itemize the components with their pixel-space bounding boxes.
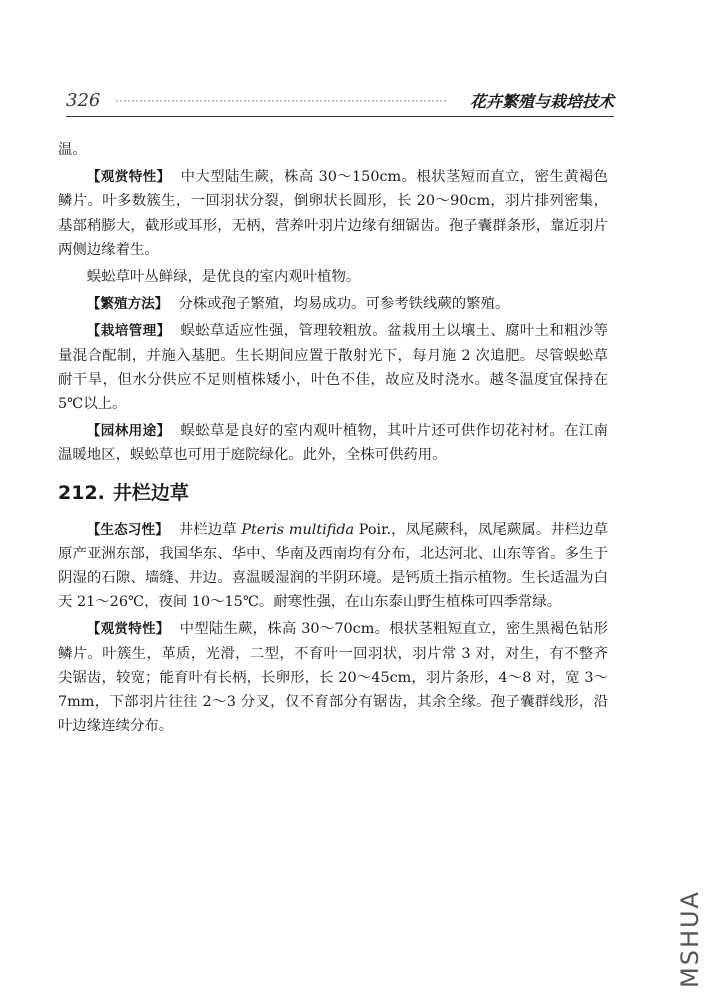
paragraph-ornamental-traits-2 <box>58 617 608 738</box>
section-tag: 【生态习性】 <box>86 521 169 538</box>
latin-name: Pteris multifida <box>241 521 355 538</box>
section-tag: 【栽培管理】 <box>86 323 171 340</box>
author-citation: Poir. <box>358 521 392 538</box>
paragraph-cultivation <box>58 319 608 416</box>
running-book-title: 花卉繁殖与栽培技术 <box>469 92 614 111</box>
watermark: MSHUA <box>676 890 705 988</box>
section-tag: 【观赏特性】 <box>86 621 170 638</box>
paragraph-text: 中大型陆生蕨，株高 30～150cm。根状茎短而直立，密生黄褐色鳞片。叶多数簇生，一回羽状分裂，倒卵状长圆形，长 20～90cm，羽片排列密集，基部稍膨大，截形或耳形，无柄，营养叶羽片边缘有细锯齿。孢子囊群条形，靠近羽片两侧边缘着生。 <box>58 169 609 258</box>
paragraph-text: 蜈蚣草适应性强，管理较粗放。盆栽用土以壤土、腐叶土和粗沙等量混合配制，并施入基肥。生长期间应置于散射光下，每月施 2 次追肥。尽管蜈蚣草耐干旱，但水分供应不足则植株矮小，叶色不佳，故应及时浇水。越冬温度宜保持在 5℃以上。 <box>58 323 608 413</box>
section-tag: 【繁殖方法】 <box>86 296 169 313</box>
header-dotted-leader <box>116 100 446 104</box>
continuation-paragraph: 温。 <box>58 142 87 158</box>
page-header <box>66 88 614 114</box>
header-rule <box>66 116 614 117</box>
section-tag: 【园林用途】 <box>86 423 171 440</box>
paragraph-ecology: 【生态习性】 井栏边草 Pteris multifida Poir.，凤尾蕨科，凤尾蕨属。井栏边草原产亚洲东部，我国华东、华中、华南及西南均有分布，北达河北、山东等省。多生于阴湿的石隙、墙缝、井边。喜温暖湿润的半阴环境。是钙质土指示植物。生长适温为白天 21～26℃，夜间 10～15℃。耐寒性强，在山东泰山野生植株可四季常绿。 <box>58 521 608 611</box>
paragraph-text: 分株或孢子繁殖，均易成功。可参考铁线蕨的繁殖。 <box>178 296 510 313</box>
paragraph-foliage-note: 蜈蚣草叶丛鲜绿，是优良的室内观叶植物。 <box>86 269 361 286</box>
paragraph-text: 中型陆生蕨，株高 30～70cm。根状茎粗短直立，密生黑褐色钻形鳞片。叶簇生，革质，光滑，二型，不育叶一回羽状，羽片常 3 对，对生，有不整齐尖锯齿，较宽；能育叶有长柄，长卵形，长 20～45cm，羽片条形，4～8 对，宽 3～7mm，下部羽片往往 2～3 分叉，仅不育部分有锯齿，其余全缘。孢子囊群线形，沿叶边缘连续分布。 <box>58 621 609 735</box>
section-heading <box>58 480 608 506</box>
section-title: 井栏边草 <box>112 481 189 504</box>
page-body <box>58 138 608 741</box>
paragraph-ornamental-traits <box>58 165 608 262</box>
paragraph-text: 蜈蚣草是良好的室内观叶植物，其叶片还可供作切花衬材。在江南温暖地区，蜈蚣草也可用于庭院绿化。此外，全株可供药用。 <box>58 423 608 464</box>
page-number: 326 <box>66 90 101 111</box>
section-tag: 【观赏特性】 <box>86 169 171 186</box>
paragraph-propagation <box>58 292 608 316</box>
paragraph-landscape-use <box>58 419 608 467</box>
section-number: 212. <box>58 481 105 504</box>
